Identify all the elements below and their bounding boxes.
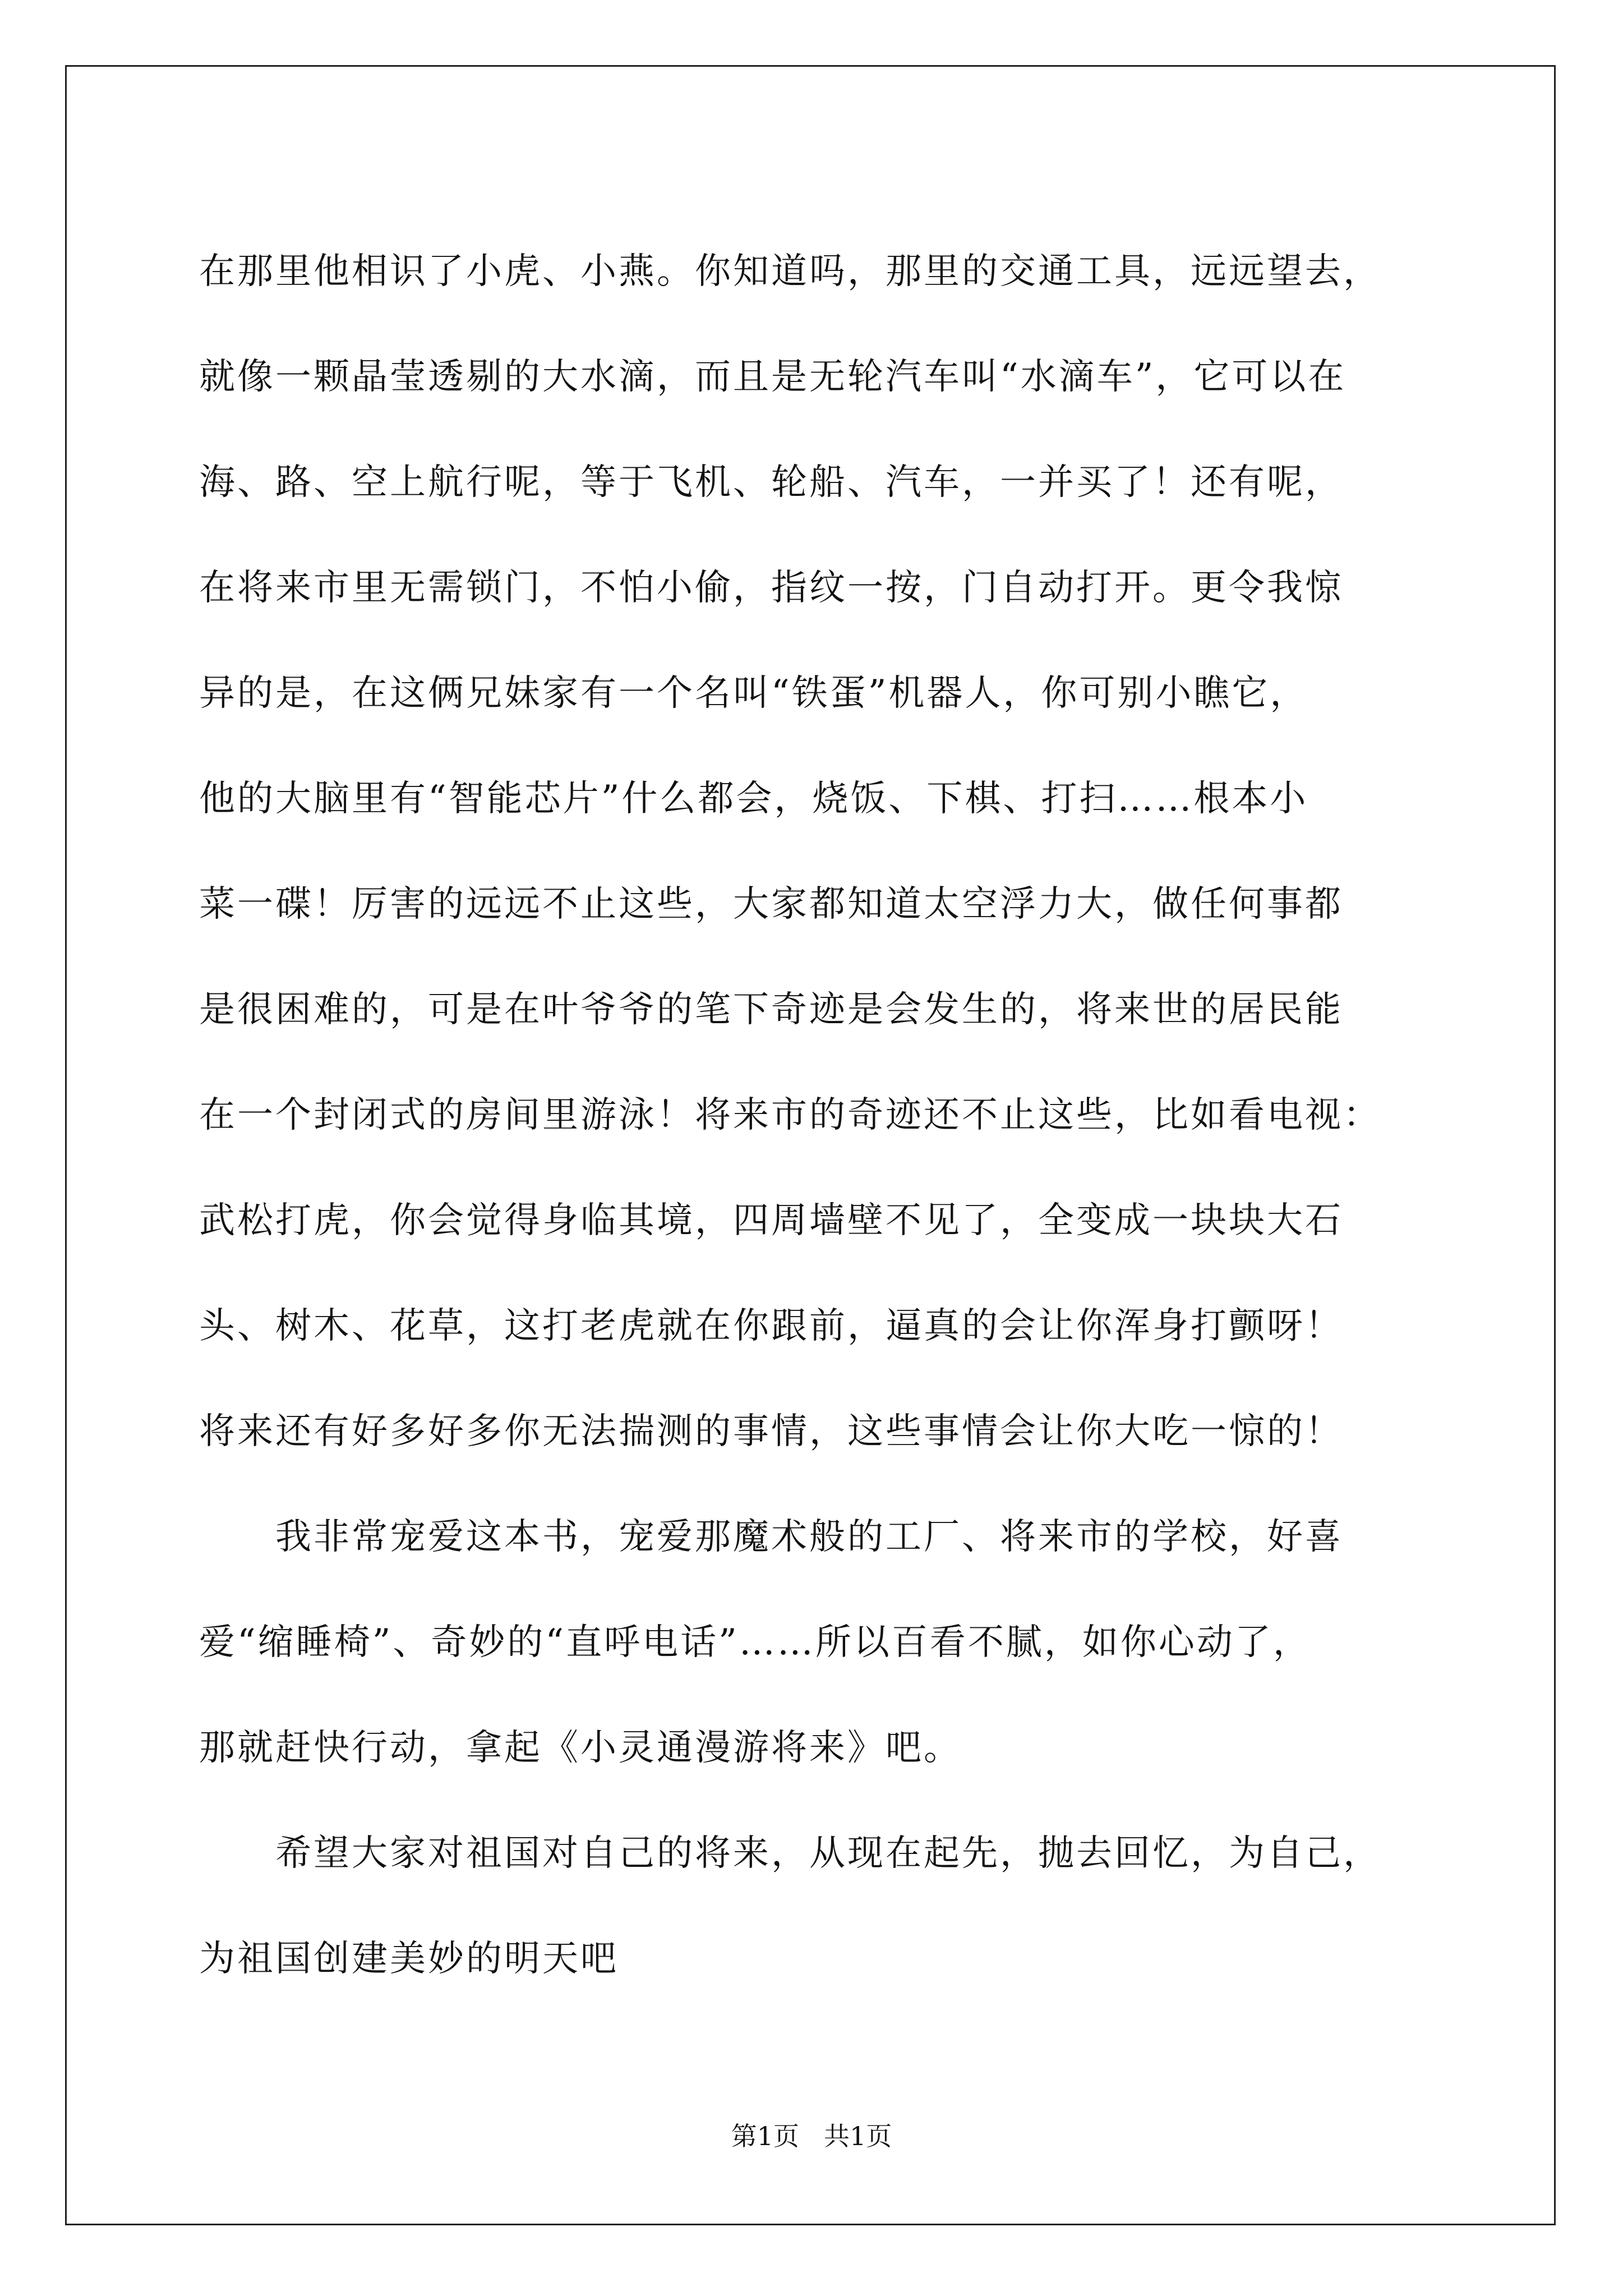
text-line: 他的大脑里有“智能芯片”什么都会，烧饭、下棋、打扫……根本小 (199, 778, 1308, 820)
text-line: 将来还有好多好多你无法揣测的事情，这些事情会让你大吃一惊的！ (199, 1411, 1343, 1452)
text-line: 希望大家对祖国对自己的将来，从现在起先，抛去回忆，为自己， (275, 1833, 1381, 1874)
text-line: 爱“缩睡椅”、奇妙的“直呼电话”……所以百看不腻，如你心动了， (199, 1622, 1311, 1663)
page-footer (0, 2119, 1623, 2153)
text-line: 武松打虎，你会觉得身临其境，四周墙壁不见了，全变成一块块大石 (199, 1200, 1343, 1241)
text-line: 那就赶快行动，拿起《小灵通漫游将来》吧。 (199, 1727, 962, 1769)
text-line: 在一个封闭式的房间里游泳！将来市的奇迹还不止这些，比如看电视： (199, 1094, 1381, 1136)
page-total: 共1页 (824, 2121, 892, 2151)
page-number: 第1页 (731, 2121, 799, 2151)
text-line: 头、树木、花草，这打老虎就在你跟前，逼真的会让你浑身打颤呀！ (199, 1305, 1343, 1347)
paragraph-2 (199, 1484, 1433, 1801)
text-line: 在将来市里无需锁门，不怕小偷，指纹一按，门自动打开。更令我惊 (199, 567, 1343, 609)
text-line: 我非常宠爱这本书，宠爱那魔术般的工厂、将来市的学校，好喜 (275, 1516, 1343, 1558)
text-line: 菜一碟！厉害的远远不止这些，大家都知道太空浮力大，做任何事都 (199, 884, 1343, 925)
document-body (199, 219, 1433, 2012)
text-line: 为祖国创建美妙的明天吧 (199, 1938, 619, 1980)
text-line: 海、路、空上航行呢，等于飞机、轮船、汽车，一并买了！还有呢， (199, 462, 1343, 503)
text-line: 异的是，在这俩兄妹家有一个名叫“铁蛋”机器人，你可别小瞧它， (199, 673, 1308, 714)
paragraph-3 (199, 1801, 1433, 2012)
text-line: 就像一颗晶莹透剔的大水滴，而且是无轮汽车叫“水滴车”，它可以在 (199, 356, 1347, 398)
text-line: 在那里他相识了小虎、小燕。你知道吗，那里的交通工具，远远望去， (199, 251, 1381, 292)
paragraph-1 (199, 219, 1433, 1484)
text-line: 是很困难的，可是在叶爷爷的笔下奇迹是会发生的，将来世的居民能 (199, 989, 1343, 1030)
